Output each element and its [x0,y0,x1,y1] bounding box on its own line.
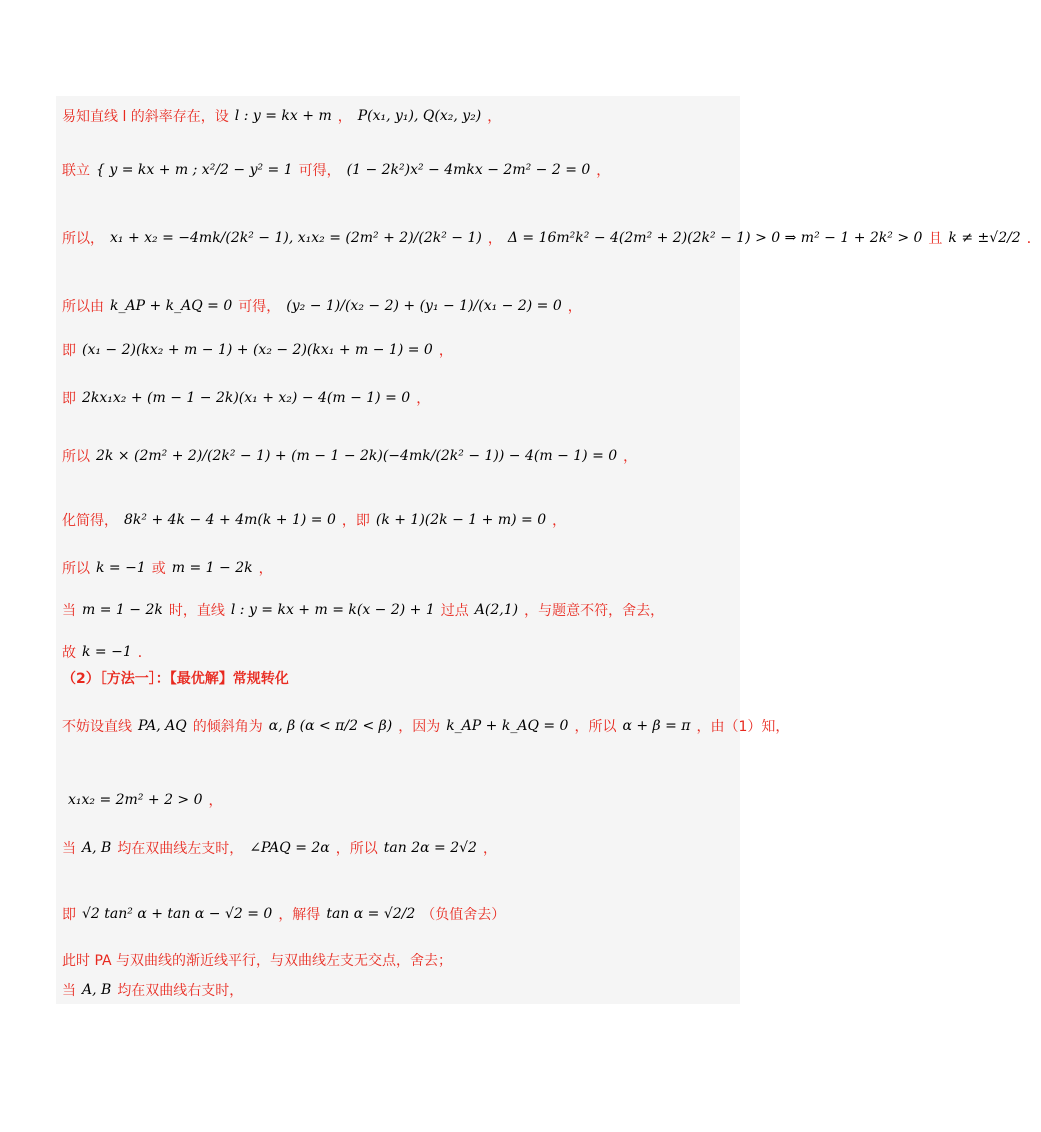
text-segment: 所以由 [62,299,104,315]
text-segment: 联立 [62,163,90,179]
text-segment: 易知直线 l 的斜率存在，设 [62,109,229,125]
math-expression: m = 1 − 2k [171,560,253,576]
math-expression: (x₁ − 2)(kx₂ + m − 1) + (x₂ − 2)(kx₁ + m − 1) = 0 [82,342,433,358]
text-segment: ，所以 [335,841,378,857]
text-segment: ，由（1）知， [696,719,790,735]
text-segment: ， [337,109,352,125]
math-expression: A, B [82,840,112,856]
math-expression: A(2,1) [474,602,519,618]
math-expression: (1 − 2k²)x² − 4mkx − 2m² − 2 = 0 [346,162,591,178]
math-expression: k_AP + k_AQ = 0 [110,298,233,314]
text-segment: 不妨设直线 [62,719,132,735]
math-expression: 2kx₁x₂ + (m − 1 − 2k)(x₁ + x₂) − 4(m − 1) = 0 [82,390,411,406]
text-segment: （负值舍去） [421,907,506,923]
math-expression: k = −1 [82,644,132,660]
text-segment: 当 [62,983,76,999]
solution-line [62,228,1041,248]
math-expression: k ≠ ±√2/2 [948,230,1021,246]
math-expression: 2k × (2m² + 2)/(2k² − 1) + (m − 1 − 2k)(−4mk/(2k² − 1)) − 4(m − 1) = 0 [96,448,618,464]
text-segment: 化简得， [62,513,118,529]
text-segment: ， [416,391,431,407]
math-expression: l : y = kx + m = k(x − 2) + 1 [230,602,435,618]
text-segment: ． [137,645,152,661]
text-segment: 可得， [238,299,281,315]
text-segment: ， [487,231,502,247]
solution-line [62,904,505,924]
text-segment: ， [567,299,582,315]
text-segment: 可得， [298,163,341,179]
text-segment: ， [208,793,223,809]
math-expression: { y = kx + m ; x²/2 − y² = 1 [96,162,293,178]
text-segment: 当 [62,603,76,619]
text-segment: ， [552,513,567,529]
text-segment: ，所以 [574,719,617,735]
solution-line [62,950,452,970]
math-expression: PA, AQ [138,718,187,734]
math-expression: l : y = kx + m [234,108,332,124]
solution-line [62,510,566,530]
text-segment: ， [482,841,497,857]
solution-line [62,838,497,858]
math-expression: √2 tan² α + tan α − √2 = 0 [82,906,273,922]
section-heading: （2）［方法一］：【最优解】常规转化 [62,671,289,687]
text-segment: 即 [62,907,76,923]
math-expression: x₁x₂ = 2m² + 2 > 0 [68,792,203,808]
text-segment: 或 [151,561,166,577]
solution-line [62,160,610,180]
text-segment: 均在双曲线右支时， [117,983,244,999]
solution-line [62,388,430,408]
math-expression: m = 1 − 2k [82,602,163,618]
math-expression: Δ = 16m²k² − 4(2m² + 2)(2k² − 1) > 0 ⇒ m² − 1 + 2k² > 0 [507,230,923,246]
math-expression: α + β = π [622,718,691,734]
math-expression: (y₂ − 1)/(x₂ − 2) + (y₁ − 1)/(x₁ − 2) = 0 [286,298,562,314]
math-expression: α, β (α < π/2 < β) [268,718,393,734]
math-expression: A, B [82,982,112,998]
text-segment: ，因为 [398,719,441,735]
solution-line [62,716,789,736]
text-segment: ， [487,109,502,125]
solution-line [62,106,501,126]
text-segment: ． [1026,231,1041,247]
text-segment: 所以 [62,449,90,465]
solution-line [62,446,637,466]
math-expression: k = −1 [96,560,146,576]
text-segment: 即 [62,343,76,359]
solution-line [62,790,223,810]
text-segment: ，与题意不符，舍去， [524,603,665,619]
solution-line [62,642,152,662]
solution-line [62,600,664,620]
text-segment: 的倾斜角为 [192,719,263,735]
solution-line [62,980,243,1000]
solution-line [62,558,273,578]
text-segment: 当 [62,841,76,857]
solution-line [62,668,289,688]
text-segment: ， [258,561,273,577]
math-expression: tan 2α = 2√2 [383,840,477,856]
solution-line [62,296,582,316]
math-expression: P(x₁, y₁), Q(x₂, y₂) [357,108,482,124]
math-expression: x₁ + x₂ = −4mk/(2k² − 1), x₁x₂ = (2m² + 2)/(2k² − 1) [110,230,482,246]
text-segment: 均在双曲线左支时， [117,841,244,857]
text-segment: ， [596,163,611,179]
text-segment: 时，直线 [168,603,225,619]
text-segment: ，解得 [278,907,321,923]
text-segment: ，即 [341,513,370,529]
text-segment: 故 [62,645,76,661]
math-expression: k_AP + k_AQ = 0 [446,718,569,734]
math-expression: tan α = √2/2 [326,906,416,922]
text-segment: 过点 [440,603,469,619]
text-segment: 即 [62,391,76,407]
math-expression: ∠PAQ = 2α [249,840,330,856]
text-segment: 所以， [62,231,104,247]
solution-line [62,340,453,360]
text-segment: 所以 [62,561,90,577]
text-segment: 且 [928,231,943,247]
math-expression: 8k² + 4k − 4 + 4m(k + 1) = 0 [124,512,336,528]
text-segment: ， [623,449,638,465]
text-segment: 此时 PA 与双曲线的渐近线平行，与双曲线左支无交点，舍去； [62,953,453,969]
math-expression: (k + 1)(2k − 1 + m) = 0 [375,512,547,528]
text-segment: ， [438,343,453,359]
